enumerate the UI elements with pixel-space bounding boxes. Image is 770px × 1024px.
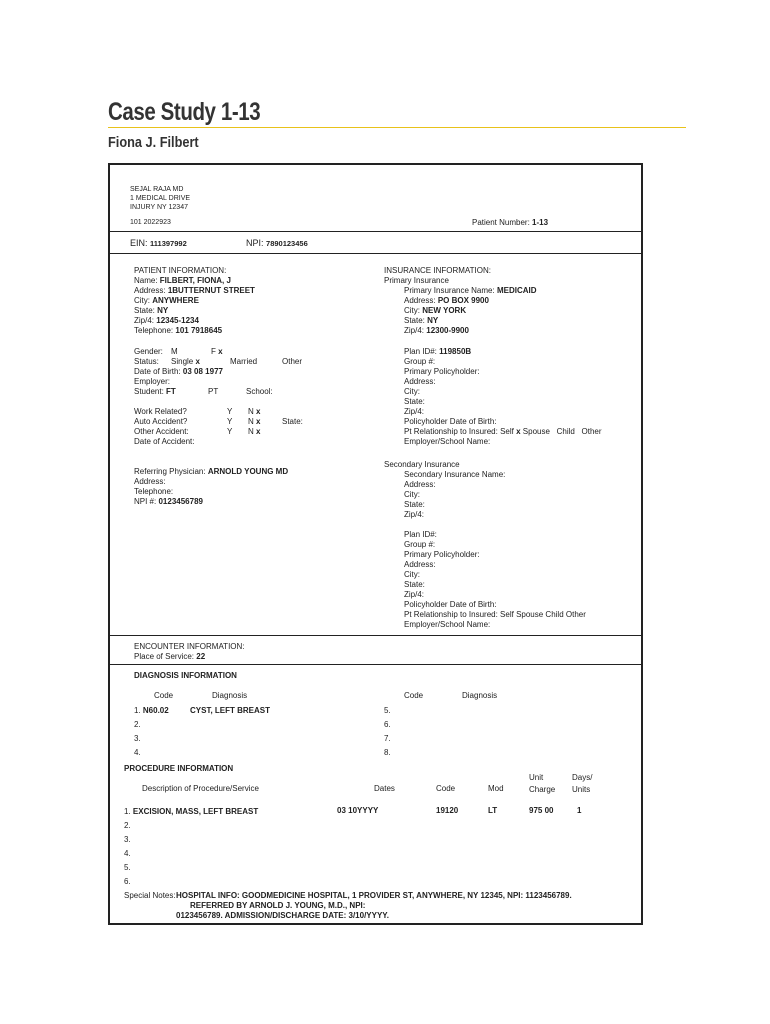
plan-id: [404, 347, 471, 357]
value: 101 7918645: [175, 326, 223, 335]
value: FT: [166, 387, 176, 396]
patient-address: [134, 286, 255, 296]
code: N60.02: [142, 706, 169, 715]
value: 1BUTTERNUT STREET: [167, 286, 255, 295]
diagnosis-header: DIAGNOSIS INFORMATION: [134, 671, 237, 680]
secondary-ph-dob: Policyholder Date of Birth:: [404, 600, 497, 609]
primary-insurance-name: [404, 286, 537, 296]
patient-dob: [134, 367, 223, 377]
place-of-service: [134, 652, 205, 662]
procedure-code: 19120: [436, 806, 459, 815]
proc-charge-header: Charge: [529, 785, 556, 794]
insurance-address: [404, 296, 489, 306]
date-of-accident: Date of Accident:: [134, 437, 195, 446]
label: City:: [404, 306, 420, 315]
referring-physician: [134, 467, 288, 477]
title-rule: [108, 127, 686, 128]
value: NY: [157, 306, 169, 315]
value: 22: [196, 652, 206, 661]
value: 0123456789: [158, 497, 203, 506]
secondary-ph-city: City:: [404, 570, 420, 579]
student-label: [134, 387, 176, 397]
patient-header: PATIENT INFORMATION:: [134, 266, 227, 275]
divider: [110, 253, 641, 254]
pt-relationship: [404, 427, 602, 437]
mark: x: [256, 407, 261, 416]
ein-label: EIN:: [130, 238, 148, 248]
student-pt: PT: [208, 387, 219, 396]
provider-phone: 101 2022923: [130, 219, 171, 226]
npi-label: NPI:: [246, 238, 264, 248]
accident-state: State:: [282, 417, 303, 426]
diag-code-header: Code: [154, 691, 174, 700]
insurance-header: INSURANCE INFORMATION:: [384, 266, 491, 275]
label: Referring Physician:: [134, 467, 206, 476]
procedure-row: 3.: [124, 835, 131, 844]
divider: [110, 231, 641, 232]
label: Address:: [404, 296, 436, 305]
procedure-dates: 03 10YYYY: [337, 806, 379, 815]
label: F: [211, 347, 216, 356]
proc-unit-header: Unit: [529, 773, 544, 782]
proc-days-header: Days/: [572, 773, 593, 782]
claim-form: [108, 163, 643, 925]
patient-name: [134, 276, 231, 286]
special-notes-line-1: HOSPITAL INFO: GOODMEDICINE HOSPITAL, 1 PROVIDER ST, ANYWHERE, NY 12345, NPI: 1123456789.: [176, 891, 572, 900]
label: Pt Relationship to Insured:: [404, 427, 498, 436]
proc-desc-header: Description of Procedure/Service: [142, 784, 259, 793]
other-accident-y: Y: [227, 427, 233, 436]
value: NEW YORK: [422, 306, 467, 315]
label: Date of Birth:: [134, 367, 181, 376]
procedure-row: 5.: [124, 863, 131, 872]
diagnosis-row: 2.: [134, 720, 141, 729]
gender-label: Gender:: [134, 347, 163, 356]
gender-f: [211, 347, 223, 357]
npi-value: 7890123456: [266, 239, 308, 248]
value: 03 08 1977: [182, 367, 223, 376]
auto-accident-y: Y: [227, 417, 233, 426]
secondary-relationship: Pt Relationship to Insured: Self Spouse Child Other: [404, 610, 586, 619]
procedure-charge: 975 00: [529, 806, 554, 815]
work-related-n: [248, 407, 260, 417]
label: Zip/4:: [404, 326, 425, 335]
label: NPI #:: [134, 497, 157, 506]
ein: [130, 238, 187, 249]
encounter-header: ENCOUNTER INFORMATION:: [134, 642, 245, 651]
policyholder-city: City:: [404, 387, 420, 396]
label: Single: [171, 357, 194, 366]
provider-address-1: 1 MEDICAL DRIVE: [130, 195, 191, 202]
secondary-ph-zip: Zip/4:: [404, 590, 425, 599]
insurance-city: [404, 306, 466, 316]
secondary-policyholder: Primary Policyholder:: [404, 550, 480, 559]
patient-city: [134, 296, 199, 306]
provider-address-2: INJURY NY 12347: [130, 204, 188, 211]
policyholder-dob: Policyholder Date of Birth:: [404, 417, 497, 426]
label: Zip/4:: [134, 316, 155, 325]
value: MEDICAID: [496, 286, 537, 295]
label: Student:: [134, 387, 164, 396]
value: 12300-9900: [426, 326, 469, 335]
rel-mark: x: [516, 427, 521, 436]
secondary-ph-state: State:: [404, 580, 425, 589]
patient-number-value: 1-13: [532, 218, 549, 227]
diagnosis-row: 6.: [384, 720, 391, 729]
procedure-units: 1: [577, 806, 582, 815]
rel-other: Other: [581, 427, 602, 436]
diag-desc-header: Diagnosis: [212, 691, 248, 700]
special-notes-line-3: 0123456789. ADMISSION/DISCHARGE DATE: 3/10/YYYY.: [176, 911, 389, 920]
patient-zip: [134, 316, 199, 326]
proc-code-header: Code: [436, 784, 456, 793]
other-accident-n: [248, 427, 260, 437]
primary-policyholder: Primary Policyholder:: [404, 367, 480, 376]
npi: [246, 238, 308, 249]
secondary-zip: Zip/4:: [404, 510, 425, 519]
rel-child: Child: [556, 427, 575, 436]
secondary-plan-id: Plan ID#:: [404, 530, 437, 539]
diagnosis-row: 7.: [384, 734, 391, 743]
secondary-state: State:: [404, 500, 425, 509]
patient-phone: [134, 326, 222, 336]
primary-insurance-header: Primary Insurance: [384, 276, 449, 285]
insurance-zip: [404, 326, 469, 336]
status-other: Other: [282, 357, 303, 366]
label: Primary Insurance Name:: [404, 286, 495, 295]
proc-mod-header: Mod: [488, 784, 504, 793]
secondary-ph-address: Address:: [404, 560, 436, 569]
procedure-header: PROCEDURE INFORMATION: [124, 764, 234, 773]
secondary-employer: Employer/School Name:: [404, 620, 491, 629]
work-related-y: Y: [227, 407, 233, 416]
status-label: Status:: [134, 357, 159, 366]
page-subtitle: Fiona J. Filbert: [108, 134, 199, 151]
value: 12345-1234: [156, 316, 199, 325]
desc: EXCISION, MASS, LEFT BREAST: [132, 807, 259, 816]
label: Address:: [134, 286, 166, 295]
mark: x: [256, 427, 261, 436]
ref-npi: [134, 497, 203, 507]
proc-units-header: Units: [572, 785, 591, 794]
secondary-group: Group #:: [404, 540, 436, 549]
special-notes-line-2: REFERRED BY ARNOLD J. YOUNG, M.D., NPI:: [190, 901, 366, 910]
num: 1.: [124, 807, 131, 816]
rel-self: Self: [500, 427, 514, 436]
secondary-insurance-name: Secondary Insurance Name:: [404, 470, 506, 479]
proc-dates-header: Dates: [374, 784, 395, 793]
mark: x: [195, 357, 200, 366]
mark: x: [256, 417, 261, 426]
patient-employer: Employer:: [134, 377, 171, 386]
policyholder-zip: Zip/4:: [404, 407, 425, 416]
diag-code-header-2: Code: [404, 691, 424, 700]
provider-name: SEJAL RAJA MD: [130, 186, 184, 193]
special-notes-label: Special Notes:: [124, 891, 176, 900]
procedure-row: 2.: [124, 821, 131, 830]
diagnosis-row: 5.: [384, 706, 391, 715]
status-single: [171, 357, 200, 367]
patient-number: [472, 218, 548, 228]
label: State:: [404, 316, 425, 325]
procedure-row: 4.: [124, 849, 131, 858]
page-title: Case Study 1-13: [108, 98, 261, 126]
secondary-address: Address:: [404, 480, 436, 489]
label: Plan ID#:: [404, 347, 437, 356]
patient-number-label: Patient Number:: [472, 218, 530, 227]
policyholder-address: Address:: [404, 377, 436, 386]
label: N: [248, 407, 254, 416]
label: N: [248, 417, 254, 426]
patient-state: [134, 306, 168, 316]
label: City:: [134, 296, 150, 305]
ref-address: Address:: [134, 477, 166, 486]
divider: [110, 664, 641, 665]
insurance-state: [404, 316, 438, 326]
value: NY: [427, 316, 439, 325]
employer-school: Employer/School Name:: [404, 437, 491, 446]
num: 1.: [134, 706, 141, 715]
procedure-mod: LT: [488, 806, 498, 815]
diagnosis-row: 8.: [384, 748, 391, 757]
ein-value: 111397992: [150, 239, 187, 248]
value: ARNOLD YOUNG MD: [207, 467, 289, 476]
ref-phone: Telephone:: [134, 487, 174, 496]
divider: [110, 635, 641, 636]
rel-spouse: Spouse: [522, 427, 550, 436]
diagnosis-desc: CYST, LEFT BREAST: [190, 706, 271, 715]
group-number: Group #:: [404, 357, 436, 366]
label: Place of Service:: [134, 652, 195, 661]
mark: x: [218, 347, 223, 356]
value: PO BOX 9900: [437, 296, 489, 305]
value: 119850B: [439, 347, 472, 356]
label: State:: [134, 306, 155, 315]
procedure-row: [124, 807, 258, 817]
diag-desc-header-2: Diagnosis: [462, 691, 498, 700]
procedure-row: 6.: [124, 877, 131, 886]
diagnosis-row: 4.: [134, 748, 141, 757]
label: N: [248, 427, 254, 436]
status-married: Married: [230, 357, 258, 366]
label: Name:: [134, 276, 158, 285]
gender-m: M: [171, 347, 178, 356]
student-school: School:: [246, 387, 273, 396]
diagnosis-row: [134, 706, 169, 716]
work-related-label: Work Related?: [134, 407, 187, 416]
label: Telephone:: [134, 326, 174, 335]
value: ANYWHERE: [152, 296, 199, 305]
auto-accident-n: [248, 417, 260, 427]
value: FILBERT, FIONA, J: [159, 276, 231, 285]
secondary-insurance-header: Secondary Insurance: [384, 460, 460, 469]
other-accident-label: Other Accident:: [134, 427, 189, 436]
secondary-city: City:: [404, 490, 420, 499]
policyholder-state: State:: [404, 397, 425, 406]
diagnosis-row: 3.: [134, 734, 141, 743]
auto-accident-label: Auto Accident?: [134, 417, 188, 426]
